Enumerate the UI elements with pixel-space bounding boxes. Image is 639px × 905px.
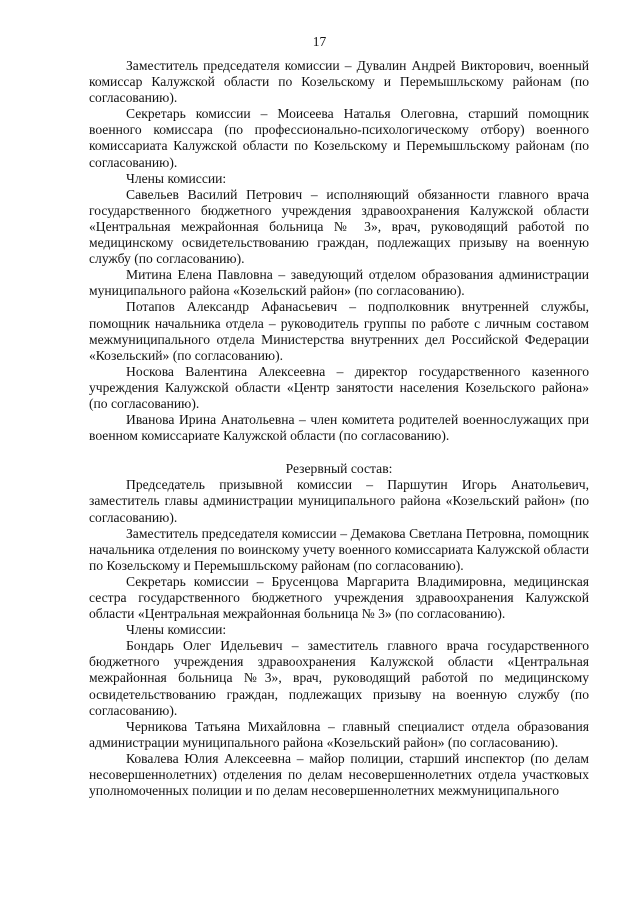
paragraph-reserve-chairman: Председатель призывной комиссии – Паршутин Игорь Анатольевич, заместитель главы администрации муниципального района «Козельский район» (по согласованию).: [89, 477, 589, 525]
paragraph-member-ivanova: Иванова Ирина Анатольевна – член комитета родителей военнослужащих при военном комиссариате Калужской области (по согласованию).: [89, 412, 589, 444]
paragraph-member-potapov: Потапов Александр Афанасьевич – подполковник внутренней службы, помощник начальника отдела – руководитель группы по работе с личным составом межмуниципального отдела Министерства внутренних дел Российской Федерации «Козельский» (по согласованию).: [89, 299, 589, 363]
paragraph-reserve-member-chernikova: Черникова Татьяна Михайловна – главный специалист отдела образования администрации муниципального района «Козельский район» (по согласованию).: [89, 718, 589, 750]
document-body: [89, 58, 589, 799]
paragraph-members-heading: Члены комиссии:: [126, 170, 227, 186]
page-number: 17: [312, 34, 327, 49]
paragraph-member-mitina: Митина Елена Павловна – заведующий отделом образования администрации муниципального района «Козельский район» (по согласованию).: [89, 267, 589, 299]
reserve-heading: Резервный состав:: [285, 461, 393, 477]
paragraph-reserve-members-heading: Члены комиссии:: [126, 622, 227, 638]
paragraph-reserve-secretary: Секретарь комиссии – Брусенцова Маргарита Владимировна, медицинская сестра государственного бюджетного учреждения здравоохранения Калужской области «Центральная межрайонная больница № 3» (по согласованию).: [89, 573, 589, 622]
paragraph-deputy-chairman: Заместитель председателя комиссии – Дувалин Андрей Викторович, военный комиссар Калужской области по Козельскому и Перемышльскому районам (по согласованию).: [89, 58, 589, 106]
paragraph-member-noskova: Носкова Валентина Алексеевна – директор государственного казенного учреждения Калужской области «Центр занятости населения Козельского района» (по согласованию).: [89, 363, 589, 411]
paragraph-reserve-deputy-chairman: Заместитель председателя комиссии – Демакова Светлана Петровна, помощник начальника отделения по воинскому учету военного комиссариата Калужской области по Козельскому и Перемышльскому районам (по согласованию).: [89, 525, 589, 573]
paragraph-reserve-member-bondar: Бондарь Олег Идельевич – заместитель главного врача государственного бюджетного учреждения здравоохранения Калужской области «Центральная межрайонная больница №3», врач, руководящий работой по медицинскому освидетельствованию граждан, подлежащих призыву на военную службу (по согласованию).: [89, 638, 589, 718]
paragraph-member-savelyev: Савельев Василий Петрович – исполняющий обязанности главного врача государственного бюджетного учреждения здравоохранения Калужской области «Центральная межрайонная больница № 3», врач, руководящий работой по медицинскому освидетельствованию граждан, подлежащих призыву на военную службу (по согласованию).: [89, 186, 589, 267]
paragraph-secretary: Секретарь комиссии – Моисеева Наталья Олеговна, старший помощник военного комиссара (по профессионально-психологическому отбору) военного комиссариата Калужской области по Козельскому и Перемышльскому районам (по согласованию).: [89, 106, 589, 170]
paragraph-reserve-member-kovaleva: Ковалева Юлия Алексеевна – майор полиции, старший инспектор (по делам несовершеннолетних) отделения по делам несовершеннолетних отдела участковых уполномоченных полиции и по делам несовершеннолетних межмуниципального: [89, 750, 589, 799]
